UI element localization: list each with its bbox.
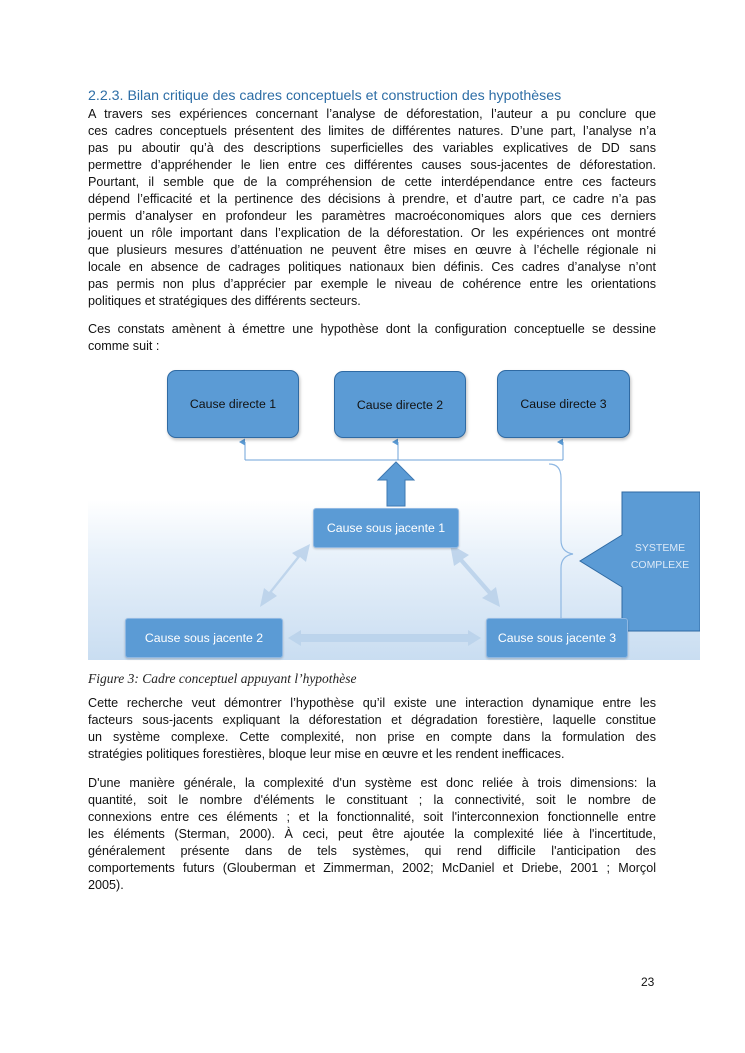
cause-directe-2-box: [334, 371, 466, 438]
complex-system-label: [624, 540, 696, 574]
text-line: A travers ses expériences concernant l’analyse de déforestation, l’auteur a pu conclure que: [88, 107, 656, 121]
cause-directe-3-label: Cause directe 3: [520, 397, 607, 411]
text-line: stratégies politiques forestières, bloque leur mise en œuvre et les rendent inefficaces.: [88, 747, 565, 761]
page-number: 23: [641, 975, 655, 989]
text-line: Pourtant, il semble que de la compréhension de cette interdépendance entre ces facteurs: [88, 175, 656, 189]
text-line: comportements futurs (Glouberman et Zimmerman, 2002; McDaniel et Driebe, 2001 ; Morçol: [88, 861, 656, 875]
cause-directe-1-label: Cause directe 1: [189, 397, 277, 411]
text-line: Cette recherche veut démontrer l’hypothèse qu’il existe une interaction dynamique entre les: [88, 696, 656, 710]
section-heading: 2.2.3. Bilan critique des cadres conceptuels et construction des hypothèses: [88, 88, 562, 104]
text-line: pas pu aboutir qu’à des descriptions superficielles des variables explicatives de DD sans: [88, 141, 656, 155]
text-line: Ces constats amènent à émettre une hypothèse dont la configuration conceptuelle se dessine: [88, 322, 656, 336]
text-line: les éléments (Sterman, 2000). À ceci, peut être ajoutée la complexité liée à l'incertitude,: [88, 827, 656, 841]
cause-sous-jacente-1-label: Cause sous jacente 1: [326, 521, 446, 535]
cause-sous-jacente-2-box: [125, 618, 283, 658]
text-line: politiques et stratégiques des différents secteurs.: [88, 294, 361, 308]
up-arrow: [378, 462, 414, 506]
text-line: connexions entre ces éléments ; et la fonctionnalité, soit l'interconnexion fonctionnelle entre: [88, 810, 656, 824]
paragraph-3: [88, 695, 656, 763]
text-line: permis d’analyser en profondeur les paramètres macroéconomiques alors que ces derniers: [88, 209, 656, 223]
cause-sous-jacente-1-box: [313, 508, 459, 548]
cause-directe-1-box: [167, 370, 299, 438]
text-line: généralement présente dans de tels systèmes, qui rend difficile l'anticipation des: [88, 844, 656, 858]
text-line: ces cadres conceptuels présentent des limites de différentes natures. D’une part, l’analyse n’a: [88, 124, 656, 138]
text-line: comme suit :: [88, 339, 160, 353]
text-line: quantité, soit le nombre d'éléments le constituant ; la connectivité, soit le nombre de: [88, 793, 656, 807]
cause-directe-3-box: [497, 370, 630, 438]
text-line: locale en absence de cadrages politiques nationaux bien définis. Ces cadres d’analyse n’ont: [88, 260, 656, 274]
text-line: jouent un rôle important dans l’explication de la déforestation. Or les expériences ont montré: [88, 226, 656, 240]
text-line: D'une manière générale, la complexité d'un système est donc reliée à trois dimensions: la: [88, 776, 656, 790]
text-line: que plusieurs mesures d’atténuation ne peuvent être mises en œuvre à l’échelle régionale ni: [88, 243, 656, 257]
paragraph-4: [88, 775, 656, 894]
conceptual-diagram: [88, 364, 700, 660]
text-line: 2005).: [88, 878, 124, 892]
complex-system-line-2: COMPLEXE: [630, 559, 690, 571]
text-line: permettre d’appréhender le lien entre ces différentes causes sous-jacentes de déforestation.: [88, 158, 656, 172]
cause-sous-jacente-3-box: [486, 618, 628, 658]
paragraph-2: [88, 321, 656, 355]
figure-caption: Figure 3: Cadre conceptuel appuyant l’hypothèse: [88, 671, 357, 686]
text-line: dépend l’efficacité et la pertinence des décisions à prendre, et d’autre part, ce cadre n’a pas: [88, 192, 656, 206]
text-line: facteurs sous-jacents expliquant la déforestation et dégradation forestière, laquelle constitue: [88, 713, 656, 727]
cause-directe-2-label: Cause directe 2: [356, 397, 444, 412]
text-line: un système complexe. Cette complexité, non prise en compte dans la formulation des: [88, 730, 656, 744]
text-line: pas permis non plus d’apprécier par exemple le niveau de cohérence entre les orientations: [88, 277, 656, 291]
complex-system-line-1: SYSTEME: [634, 542, 686, 554]
cause-sous-jacente-3-label: Cause sous jacente 3: [497, 631, 617, 645]
cause-sous-jacente-2-label: Cause sous jacente 2: [144, 631, 264, 645]
paragraph-1: [88, 106, 656, 310]
